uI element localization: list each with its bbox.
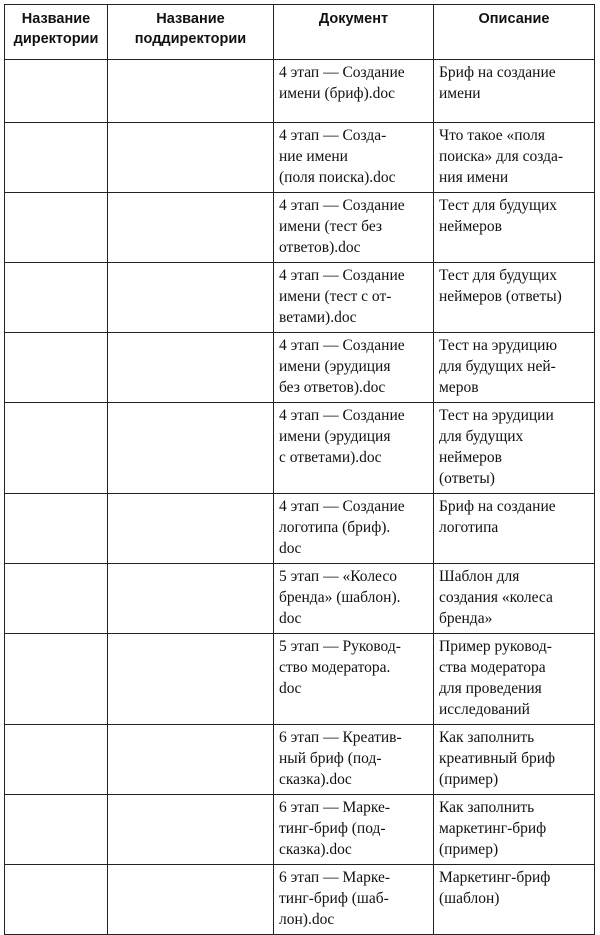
document-line: 4 этап — Создание [279, 197, 405, 214]
cell-subdirectory [108, 494, 274, 564]
description-line: неймеров [439, 449, 502, 466]
cell-description [434, 564, 595, 634]
table-body [5, 60, 595, 935]
document-line: 4 этап — Создание [279, 407, 405, 424]
table-row [5, 403, 595, 494]
description-line: для будущих [439, 428, 524, 445]
cell-description [434, 123, 595, 193]
table-row [5, 333, 595, 403]
description-line: ства модератора [439, 659, 546, 676]
description-line: ния имени [439, 169, 509, 186]
description-line: Бриф на создание [439, 498, 556, 515]
description-line: Шаблон для [439, 568, 520, 585]
document-line: ветами).doc [279, 309, 357, 326]
document-line: без ответов).doc [279, 379, 386, 396]
table-row [5, 193, 595, 263]
document-line: 6 этап — Марке- [279, 799, 391, 816]
cell-document [274, 123, 434, 193]
document-line: 4 этап — Создание [279, 267, 405, 284]
document-line: doc [279, 540, 302, 557]
description-line: неймеров (ответы) [439, 288, 562, 305]
table-row [5, 60, 595, 123]
cell-description [434, 403, 595, 494]
cell-directory [5, 865, 108, 935]
document-line: (поля поиска).doc [279, 169, 396, 186]
description-line: логотипа [439, 519, 499, 536]
cell-document [274, 865, 434, 935]
cell-document [274, 263, 434, 333]
cell-description [434, 634, 595, 725]
cell-directory [5, 795, 108, 865]
document-line: тинг-бриф (шаб- [279, 890, 389, 907]
cell-description [434, 333, 595, 403]
cell-document [274, 403, 434, 494]
cell-document [274, 333, 434, 403]
cell-subdirectory [108, 865, 274, 935]
header-directory: Название директории [5, 5, 108, 60]
cell-description [434, 263, 595, 333]
description-line: Тест для будущих [439, 197, 557, 214]
table-row [5, 795, 595, 865]
cell-subdirectory [108, 634, 274, 725]
document-line: имени (тест с от- [279, 288, 392, 305]
description-line: исследований [439, 701, 530, 718]
description-line: Маркетинг-бриф [439, 869, 551, 886]
document-line: имени (тест без [279, 218, 383, 235]
cell-subdirectory [108, 123, 274, 193]
document-line: имени (эрудиция [279, 358, 391, 375]
header-description: Описание [434, 5, 595, 60]
description-line: имени [439, 85, 481, 102]
cell-document [274, 795, 434, 865]
cell-directory [5, 263, 108, 333]
cell-description [434, 725, 595, 795]
description-line: Пример руковод- [439, 638, 552, 655]
document-line: 4 этап — Создание [279, 498, 405, 515]
cell-description [434, 494, 595, 564]
header-row [5, 5, 595, 60]
document-line: 4 этап — Созда- [279, 127, 387, 144]
description-line: Что такое «поля [439, 127, 546, 144]
description-line: Тест для будущих [439, 267, 557, 284]
cell-subdirectory [108, 795, 274, 865]
document-line: doc [279, 680, 302, 697]
document-line: лон).doc [279, 911, 335, 928]
document-page [4, 4, 595, 935]
description-line: креативный бриф [439, 750, 556, 767]
description-line: Тест на эрудиции [439, 407, 554, 424]
description-line: меров [439, 379, 479, 396]
table-row [5, 725, 595, 795]
document-line: 5 этап — «Колесо [279, 568, 397, 585]
cell-directory [5, 333, 108, 403]
description-line: Как заполнить [439, 729, 535, 746]
cell-directory [5, 193, 108, 263]
table-row [5, 564, 595, 634]
description-line: поиска» для созда- [439, 148, 564, 165]
document-line: ный бриф (под- [279, 750, 382, 767]
document-line: имени (эрудиция [279, 428, 391, 445]
cell-directory [5, 123, 108, 193]
document-line: логотипа (бриф). [279, 519, 391, 536]
cell-directory [5, 725, 108, 795]
document-line: 4 этап — Создание [279, 337, 405, 354]
cell-description [434, 60, 595, 123]
cell-document [274, 193, 434, 263]
table-row [5, 123, 595, 193]
document-line: сказка).doc [279, 771, 352, 788]
document-line: 6 этап — Креатив- [279, 729, 402, 746]
cell-directory [5, 403, 108, 494]
cell-document [274, 634, 434, 725]
document-line: ответов).doc [279, 239, 361, 256]
document-line: бренда» (шаблон). [279, 589, 401, 606]
description-line: (пример) [439, 771, 499, 788]
document-line: ство модератора. [279, 659, 391, 676]
cell-subdirectory [108, 403, 274, 494]
cell-document [274, 725, 434, 795]
header-subdirectory: Название поддиректории [108, 5, 274, 60]
description-line: создания «колеса [439, 589, 553, 606]
table-row [5, 634, 595, 725]
document-line: имени (бриф).doc [279, 85, 396, 102]
document-line: с ответами).doc [279, 449, 382, 466]
description-line: маркетинг-бриф [439, 820, 547, 837]
description-line: бренда» [439, 610, 493, 627]
cell-subdirectory [108, 564, 274, 634]
table-row [5, 494, 595, 564]
cell-subdirectory [108, 60, 274, 123]
description-line: для проведения [439, 680, 542, 697]
cell-directory [5, 494, 108, 564]
cell-description [434, 865, 595, 935]
document-line: сказка).doc [279, 841, 352, 858]
description-line: (ответы) [439, 470, 495, 487]
cell-subdirectory [108, 263, 274, 333]
document-line: doc [279, 610, 302, 627]
document-line: 6 этап — Марке- [279, 869, 391, 886]
description-line: Как заполнить [439, 799, 535, 816]
cell-document [274, 60, 434, 123]
description-line: неймеров [439, 218, 502, 235]
description-line: Бриф на создание [439, 64, 556, 81]
cell-subdirectory [108, 333, 274, 403]
cell-directory [5, 634, 108, 725]
document-line: 5 этап — Руковод- [279, 638, 401, 655]
header-document: Документ [274, 5, 434, 60]
cell-description [434, 795, 595, 865]
cell-directory [5, 60, 108, 123]
cell-document [274, 494, 434, 564]
cell-directory [5, 564, 108, 634]
file-table [4, 4, 595, 935]
document-line: ние имени [279, 148, 348, 165]
description-line: для будущих ней- [439, 358, 556, 375]
description-line: Тест на эрудицию [439, 337, 558, 354]
cell-description [434, 193, 595, 263]
table-row [5, 865, 595, 935]
document-line: тинг-бриф (под- [279, 820, 386, 837]
cell-subdirectory [108, 725, 274, 795]
cell-document [274, 564, 434, 634]
document-line: 4 этап — Создание [279, 64, 405, 81]
description-line: (шаблон) [439, 890, 500, 907]
cell-subdirectory [108, 193, 274, 263]
table-row [5, 263, 595, 333]
description-line: (пример) [439, 841, 499, 858]
